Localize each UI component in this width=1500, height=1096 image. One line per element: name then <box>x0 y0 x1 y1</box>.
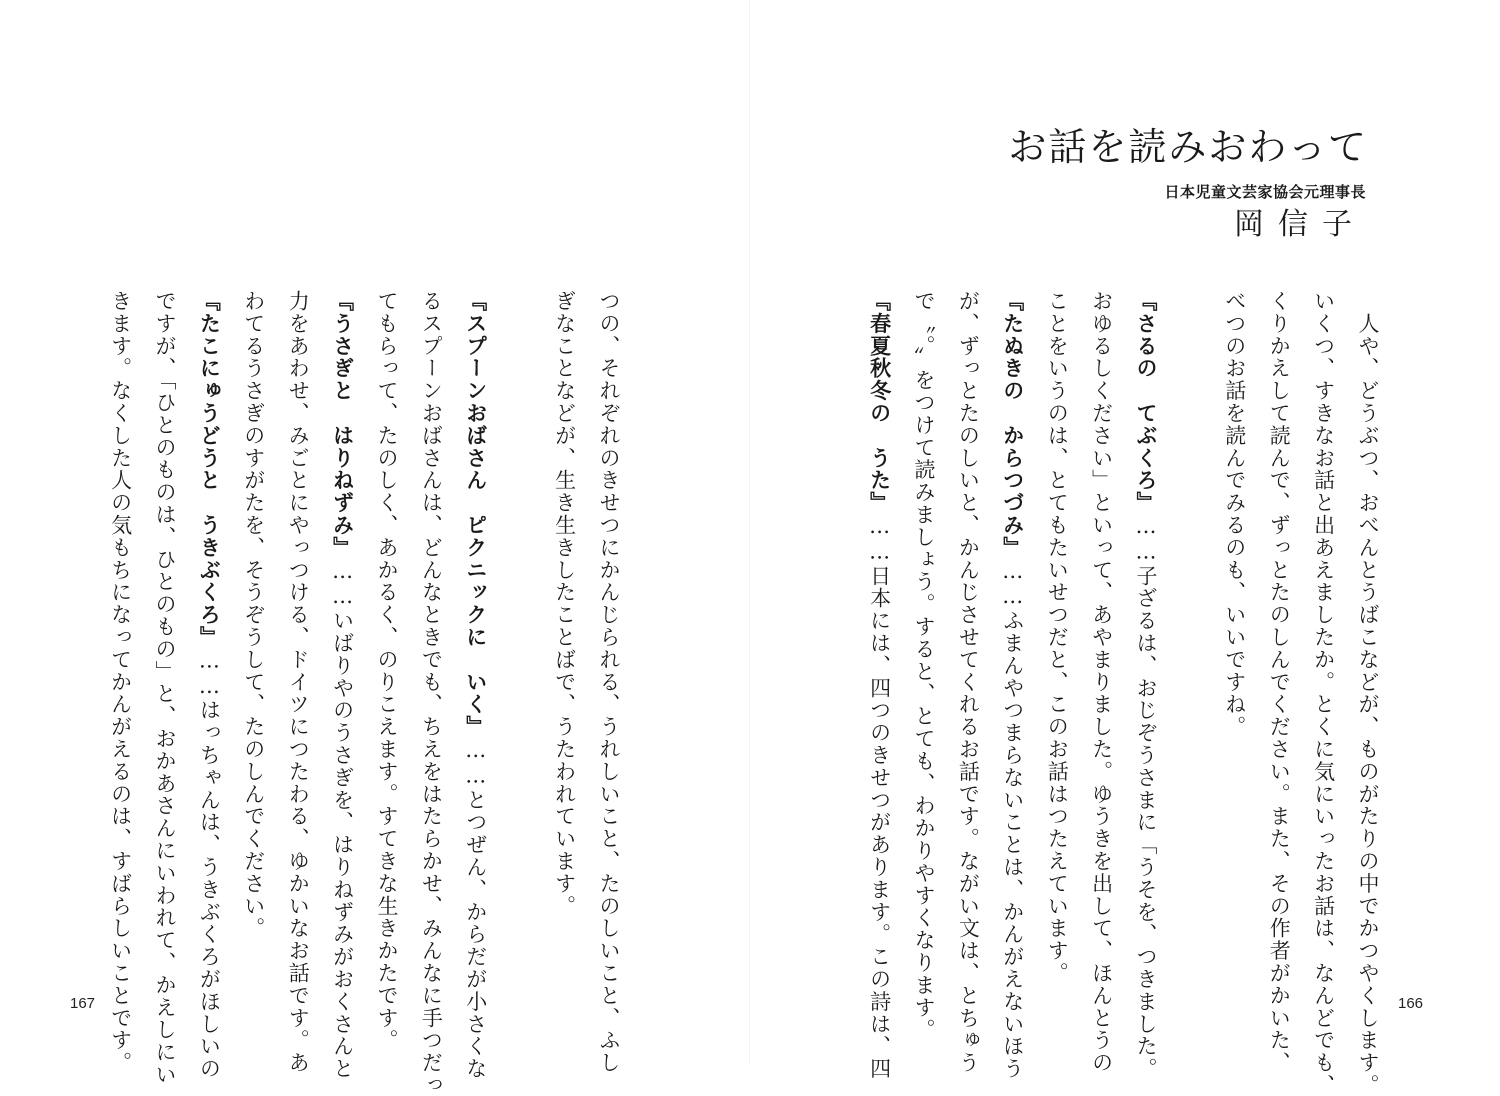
text-column <box>1174 290 1200 980</box>
text-column <box>371 290 399 1052</box>
column-text: わてるうさぎのすがたを、そうぞうして、たのしんでください。 <box>241 290 266 940</box>
column-text: つの、それぞれのきせつにかんじられる、うれしいこと、たのしいこと、ふし <box>597 290 621 1074</box>
column-text: ……ふまんやつまらないことは、かんがえないほう <box>1000 558 1025 1081</box>
page-title: お話を読みおわって <box>1008 125 1368 169</box>
column-text: おゆるしください」といって、あやまりました。ゆうきを出して、ほんとうの <box>1089 290 1114 1074</box>
text-column <box>1308 290 1336 1096</box>
story-title: 『たぬきの からつづみ』 <box>1000 290 1025 559</box>
column-text: 人や、どうぶつ、おべんとうばこなどが、ものがたりの中でかつやくします。 <box>1356 290 1380 1096</box>
column-text: きます。なくした人の気もちになってかんがえるのは、すばらしいことです。 <box>108 290 133 1074</box>
story-title: 『うさぎと はりねずみ』 <box>330 290 355 559</box>
column-text: べつのお話を読んでみるのも、いいですね。 <box>1222 290 1247 738</box>
text-column <box>1086 290 1114 1074</box>
text-column <box>504 290 530 980</box>
column-text: で〝。〟をつけて読みましょう。すると、とても、わかりやすくなります。 <box>912 290 936 1042</box>
author-affiliation: 日本児童文芸家協会元理事長 <box>1164 183 1366 201</box>
story-title: 『たこにゅうどうと うきぶくろ』 <box>197 290 222 649</box>
story-title: 『春夏秋冬の うた』 <box>867 290 892 514</box>
text-column <box>1041 290 1070 985</box>
column-text: 力をあわせ、みごとにやっつける、ドイツにつたわる、ゆかいなお話です。あ <box>286 290 311 1074</box>
text-column <box>105 290 133 1074</box>
column-text: ですが、「ひとのものは、ひとのもの」と、おかあさんにいわれて、かえしにい <box>153 290 177 1086</box>
page-number-left: 167 <box>70 995 96 1012</box>
text-column <box>1219 290 1245 980</box>
text-column <box>549 290 575 980</box>
text-column <box>952 290 981 1074</box>
column-text: ……はっちゃんは、うきぶくろがほしいの <box>197 648 222 1081</box>
text-column <box>1352 290 1380 1096</box>
column-text: くりかえして読んで、ずっとたのしんでください。また、その作者がかいた、 <box>1267 290 1292 1074</box>
column-text: ……とつぜん、からだが小さくな <box>463 738 488 1080</box>
text-column <box>149 290 177 1086</box>
text-column <box>864 290 892 1080</box>
text-column <box>460 290 488 1080</box>
story-title: 『さるの てぶくろ』 <box>1134 290 1158 514</box>
text-column <box>282 290 311 1074</box>
text-column <box>415 290 444 1096</box>
text-column <box>1263 290 1292 1074</box>
author-name: 岡信子 <box>1234 207 1366 242</box>
page-number-right: 166 <box>1398 995 1424 1012</box>
column-text: ……子ざるは、おじぞうさまに「うそを、つきました。 <box>1134 514 1158 1080</box>
column-text: ……いばりやのうさぎを、はりねずみがおくさんと <box>330 558 355 1081</box>
column-text: ……日本には、四つのきせつがあります。この詩は、四 <box>867 514 892 1080</box>
text-column <box>997 290 1025 1081</box>
column-text: てもらって、たのしく、あかるく、のりこえます。すてきな生きかたです。 <box>375 290 399 1052</box>
text-column <box>908 290 936 1042</box>
story-title: 『スプーンおばさん ピクニックに いく』 <box>463 290 488 738</box>
text-column <box>327 290 355 1081</box>
column-text: が、ずっとたのしいと、かんじさせてくれるお話です。ながい文は、とちゅう <box>956 290 981 1074</box>
text-column <box>593 290 621 1074</box>
column-text: ぎなことなどが、生き生きしたことばで、うたわれています。 <box>552 290 577 918</box>
text-column <box>238 290 264 980</box>
text-column <box>193 290 222 1081</box>
column-text: いくつ、すきなお話と出あえましたか。とくに気にいったお話は、なんどでも、 <box>1311 290 1336 1096</box>
page-gutter <box>749 0 750 1064</box>
column-text: るスプーンおばさんは、どんなときでも、ちえをはたらかせ、みんなに手つだっ <box>419 290 444 1096</box>
text-column <box>1130 290 1158 1080</box>
column-text: ことをいうのは、とてもたいせつだと、このお話はつたえています。 <box>1045 290 1070 985</box>
